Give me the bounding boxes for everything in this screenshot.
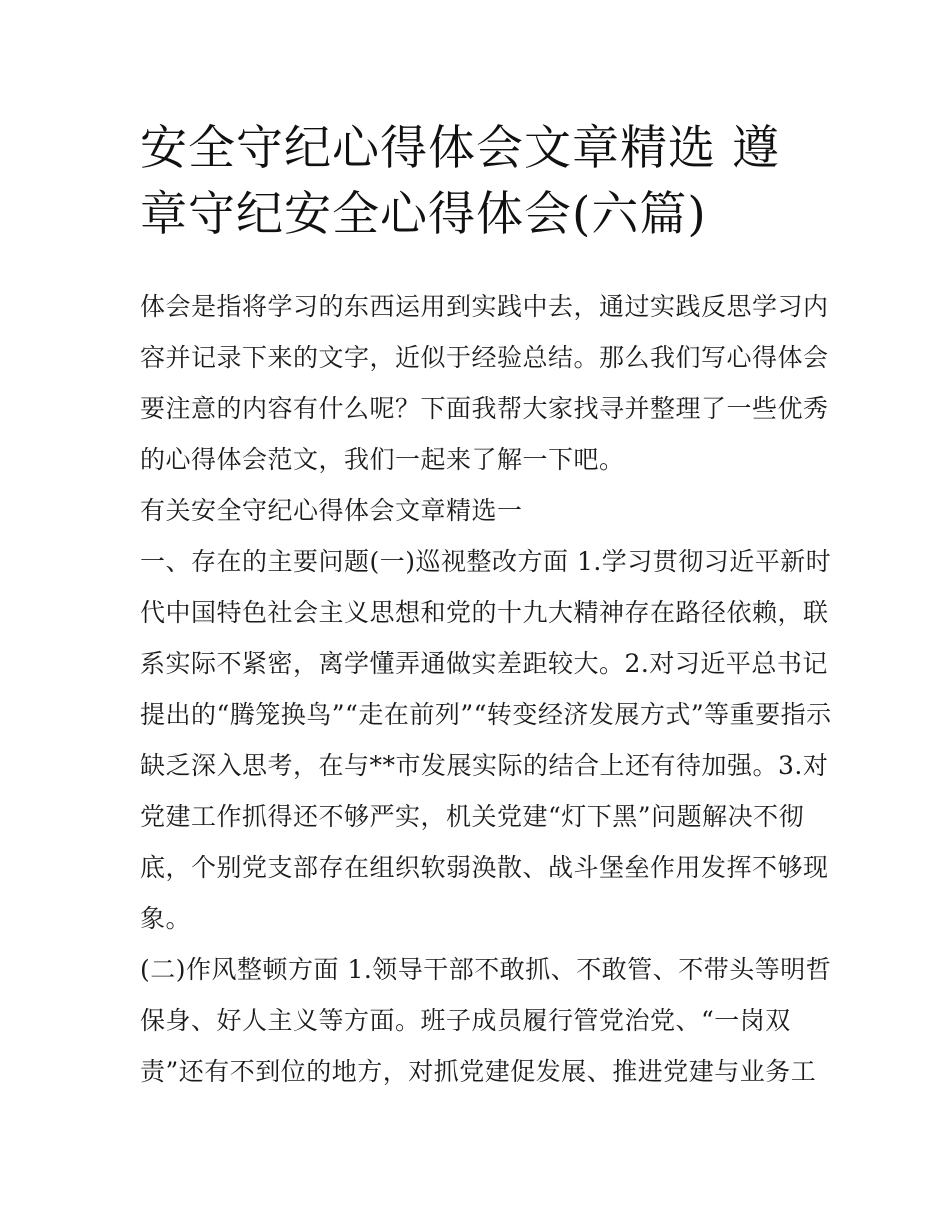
body-line: 保身、好人主义等方面。班子成员履行管党治党、“一岗双 xyxy=(140,1006,791,1035)
body-line: 象。 xyxy=(140,904,192,933)
body-line: 代中国特色社会主义思想和党的十九大精神存在路径依赖，联 xyxy=(140,598,829,627)
section-heading: 有关安全守纪心得体会文章精选一 xyxy=(140,496,523,525)
body-line: 要注意的内容有什么呢？下面我帮大家找寻并整理了一些优秀 xyxy=(140,394,829,423)
document-title xyxy=(140,116,820,248)
body-line: 党建工作抓得还不够严实，机关党建“灯下黑”问题解决不彻 xyxy=(140,802,805,831)
body-line: 责”还有不到位的地方，对抓党建促发展、推进党建与业务工 xyxy=(140,1057,817,1086)
body-line: 的心得体会范文，我们一起来了解一下吧。 xyxy=(140,445,625,474)
body-line: 容并记录下来的文字，近似于经验总结。那么我们写心得体会 xyxy=(140,343,829,372)
body-line: 系实际不紧密，离学懂弄通做实差距较大。2.对习近平总书记 xyxy=(140,649,828,678)
title-line: 安全守纪心得体会文章精选 遵 xyxy=(140,121,780,176)
body-line: 缺乏深入思考，在与**市发展实际的结合上还有待加强。3.对 xyxy=(140,751,829,780)
document-body xyxy=(140,281,830,1097)
body-line: 底，个别党支部存在组织软弱涣散、战斗堡垒作用发挥不够现 xyxy=(140,853,829,882)
title-line: 章守纪安全心得体会(六篇) xyxy=(140,187,707,242)
body-line: 提出的“腾笼换鸟”“走在前列”“转变经济发展方式”等重要指示 xyxy=(140,700,832,729)
body-line: (二)作风整顿方面 1.领导干部不敢抓、不敢管、不带头等明哲 xyxy=(140,955,832,984)
body-line: 一、存在的主要问题(一)巡视整改方面 1.学习贯彻习近平新时 xyxy=(140,547,832,576)
body-line: 体会是指将学习的东西运用到实践中去，通过实践反思学习内 xyxy=(140,292,829,321)
